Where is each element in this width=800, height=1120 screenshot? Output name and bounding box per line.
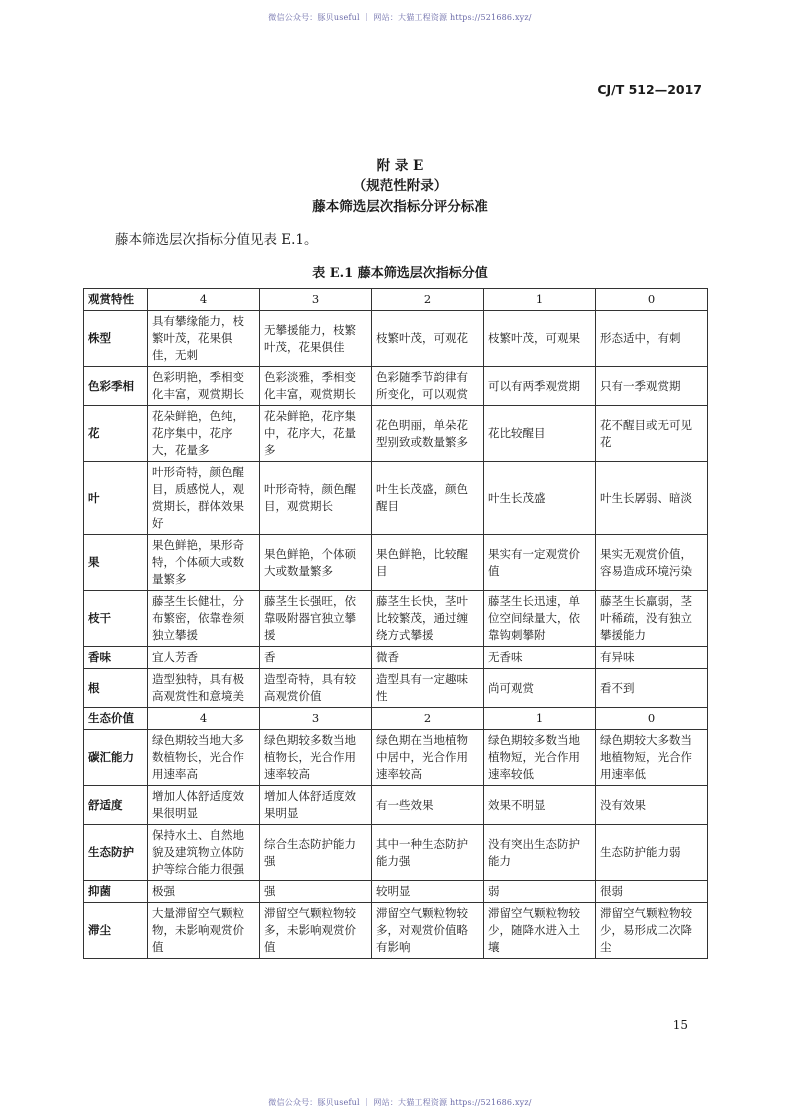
row-label-cell: 生态价值: [84, 708, 148, 730]
watermark-bottom: 微信公众号：豚贝useful ｜ 网站：大猫工程资源 https://521686.xyz/: [268, 1098, 532, 1107]
row-label-cell: 根: [84, 669, 148, 708]
row-label-cell: 果: [84, 535, 148, 591]
score-header-cell: 2: [372, 289, 484, 311]
criteria-cell: 花朵鲜艳，色纯，花序集中，花序大，花量多: [148, 406, 260, 462]
table-row: [84, 367, 708, 406]
criteria-cell: 花比较醒目: [484, 406, 596, 462]
criteria-cell: 果色鲜艳，果形奇特，个体硕大或数量繁多: [148, 535, 260, 591]
table-row: [84, 881, 708, 903]
appendix-type: （规范性附录）: [352, 178, 448, 194]
row-label-cell: 色彩季相: [84, 367, 148, 406]
criteria-cell: 其中一种生态防护能力强: [372, 825, 484, 881]
table-row: [84, 647, 708, 669]
score-header-cell: 1: [484, 289, 596, 311]
table-row: [84, 730, 708, 786]
criteria-cell: 极强: [148, 881, 260, 903]
table-row: [84, 669, 708, 708]
criteria-cell: 绿色期较大多数当地植物短，光合作用速率低: [596, 730, 708, 786]
table-row: [84, 406, 708, 462]
criteria-cell: 叶形奇特，颜色醒目，质感悦人，观赏期长，群体效果好: [148, 462, 260, 535]
criteria-cell: 增加人体舒适度效果明显: [260, 786, 372, 825]
criteria-cell: 只有一季观赏期: [596, 367, 708, 406]
criteria-cell: 花不醒目或无可见花: [596, 406, 708, 462]
score-header-cell: 4: [148, 289, 260, 311]
table-row: [84, 825, 708, 881]
table-row: [84, 786, 708, 825]
row-label-cell: 观赏特性: [84, 289, 148, 311]
criteria-cell: 叶生长茂盛: [484, 462, 596, 535]
score-header-cell: 0: [596, 289, 708, 311]
score-header-cell: 3: [260, 289, 372, 311]
criteria-cell: 具有攀缘能力，枝繁叶茂，花果俱佳，无刺: [148, 311, 260, 367]
criteria-cell: 微香: [372, 647, 484, 669]
intro-text: 藤本筛选层次指标分值见表 E.1。: [115, 232, 318, 248]
criteria-cell: 花朵鲜艳，花序集中，花序大，花量多: [260, 406, 372, 462]
criteria-cell: 很弱: [596, 881, 708, 903]
page-number: 15: [672, 1018, 688, 1032]
criteria-cell: 色彩随季节韵律有所变化，可以观赏: [372, 367, 484, 406]
table-row: [84, 535, 708, 591]
criteria-cell: 色彩明艳，季相变化丰富，观赏期长: [148, 367, 260, 406]
row-label-cell: 花: [84, 406, 148, 462]
criteria-cell: 枝繁叶茂，可观果: [484, 311, 596, 367]
criteria-cell: 较明显: [372, 881, 484, 903]
criteria-cell: 果色鲜艳，比较醒目: [372, 535, 484, 591]
criteria-cell: 枝繁叶茂，可观花: [372, 311, 484, 367]
criteria-cell: 造型具有一定趣味性: [372, 669, 484, 708]
table-row: [84, 903, 708, 959]
criteria-cell: 绿色期较多数当地植物长，光合作用速率较高: [260, 730, 372, 786]
criteria-cell: 花色明丽，单朵花型别致或数量繁多: [372, 406, 484, 462]
table-header-row: [84, 289, 708, 311]
criteria-cell: 藤茎生长强旺，依靠吸附器官独立攀援: [260, 591, 372, 647]
criteria-cell: 绿色期在当地植物中居中，光合作用速率较高: [372, 730, 484, 786]
criteria-cell: 弱: [484, 881, 596, 903]
criteria-cell: 可以有两季观赏期: [484, 367, 596, 406]
criteria-cell: 大量滞留空气颗粒物，未影响观赏价值: [148, 903, 260, 959]
criteria-cell: 藤茎生长快，茎叶比较繁茂，通过缠绕方式攀援: [372, 591, 484, 647]
criteria-cell: 藤茎生长迅速，单位空间绿量大，依靠钩刺攀附: [484, 591, 596, 647]
row-label-cell: 生态防护: [84, 825, 148, 881]
table-header-row: [84, 708, 708, 730]
row-label-cell: 香味: [84, 647, 148, 669]
appendix-label: 附 录 E: [376, 158, 424, 174]
criteria-cell: 效果不明显: [484, 786, 596, 825]
criteria-cell: 叶形奇特，颜色醒目，观赏期长: [260, 462, 372, 535]
score-header-cell: 0: [596, 708, 708, 730]
table-row: [84, 462, 708, 535]
row-label-cell: 抑菌: [84, 881, 148, 903]
criteria-cell: 综合生态防护能力强: [260, 825, 372, 881]
standard-code: CJ/T 512—2017: [597, 82, 702, 97]
row-label-cell: 舒适度: [84, 786, 148, 825]
score-header-cell: 4: [148, 708, 260, 730]
row-label-cell: 滞尘: [84, 903, 148, 959]
criteria-cell: 藤茎生长健壮，分布繁密，依靠卷须独立攀援: [148, 591, 260, 647]
criteria-cell: 没有效果: [596, 786, 708, 825]
appendix-title: 藤本筛选层次指标分评分标准: [312, 199, 488, 215]
score-table: [83, 288, 708, 959]
criteria-cell: 滞留空气颗粒物较少，易形成二次降尘: [596, 903, 708, 959]
criteria-cell: 增加人体舒适度效果很明显: [148, 786, 260, 825]
criteria-cell: 滞留空气颗粒物较多，未影响观赏价值: [260, 903, 372, 959]
criteria-cell: 生态防护能力弱: [596, 825, 708, 881]
criteria-cell: 滞留空气颗粒物较多，对观赏价值略有影响: [372, 903, 484, 959]
row-label-cell: 碳汇能力: [84, 730, 148, 786]
score-header-cell: 2: [372, 708, 484, 730]
criteria-cell: 造型奇特，具有较高观赏价值: [260, 669, 372, 708]
criteria-cell: 滞留空气颗粒物较少，随降水进入土壤: [484, 903, 596, 959]
table-row: [84, 591, 708, 647]
watermark-top: 微信公众号：豚贝useful ｜ 网站：大猫工程资源 https://521686.xyz/: [268, 13, 532, 22]
criteria-cell: 保持水土、自然地貌及建筑物立体防护等综合能力很强: [148, 825, 260, 881]
criteria-cell: 叶生长茂盛，颜色醒目: [372, 462, 484, 535]
criteria-cell: 果实无观赏价值，容易造成环境污染: [596, 535, 708, 591]
criteria-cell: 果色鲜艳，个体硕大或数量繁多: [260, 535, 372, 591]
criteria-cell: 绿色期较当地大多数植物长，光合作用速率高: [148, 730, 260, 786]
criteria-cell: 香: [260, 647, 372, 669]
row-label-cell: 株型: [84, 311, 148, 367]
criteria-cell: 无香味: [484, 647, 596, 669]
criteria-cell: 藤茎生长羸弱，茎叶稀疏，没有独立攀援能力: [596, 591, 708, 647]
criteria-cell: 叶生长孱弱、暗淡: [596, 462, 708, 535]
criteria-cell: 看不到: [596, 669, 708, 708]
criteria-cell: 宜人芳香: [148, 647, 260, 669]
criteria-cell: 没有突出生态防护能力: [484, 825, 596, 881]
criteria-cell: 造型独特，具有极高观赏性和意境美: [148, 669, 260, 708]
criteria-cell: 无攀援能力，枝繁叶茂，花果俱佳: [260, 311, 372, 367]
row-label-cell: 枝干: [84, 591, 148, 647]
score-header-cell: 3: [260, 708, 372, 730]
table-title: 表 E.1 藤本筛选层次指标分值: [312, 266, 488, 281]
row-label-cell: 叶: [84, 462, 148, 535]
criteria-cell: 果实有一定观赏价值: [484, 535, 596, 591]
score-header-cell: 1: [484, 708, 596, 730]
criteria-cell: 有异味: [596, 647, 708, 669]
table-row: [84, 311, 708, 367]
criteria-cell: 强: [260, 881, 372, 903]
criteria-cell: 有一些效果: [372, 786, 484, 825]
criteria-cell: 尚可观赏: [484, 669, 596, 708]
criteria-cell: 色彩淡雅，季相变化丰富，观赏期长: [260, 367, 372, 406]
criteria-cell: 绿色期较多数当地植物短，光合作用速率较低: [484, 730, 596, 786]
score-table-body: [84, 289, 708, 959]
criteria-cell: 形态适中，有刺: [596, 311, 708, 367]
